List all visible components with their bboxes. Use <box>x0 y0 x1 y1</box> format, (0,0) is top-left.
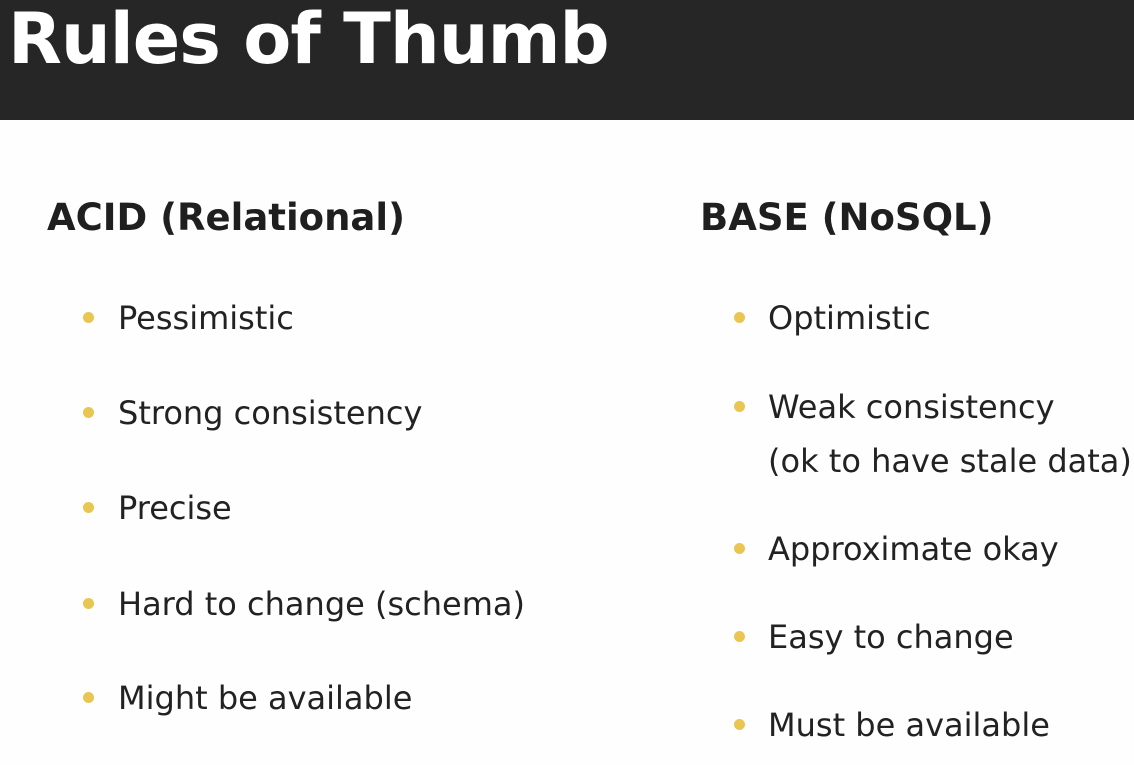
bullet-icon <box>83 692 94 703</box>
acid-heading: ACID (Relational) <box>47 196 405 239</box>
acid-item-might-be-available: Might be available <box>118 679 413 717</box>
base-item-easy-to-change: Easy to change <box>768 618 1014 656</box>
bullet-icon <box>83 502 94 513</box>
acid-item-pessimistic: Pessimistic <box>118 299 294 337</box>
acid-item-precise: Precise <box>118 489 232 527</box>
base-item-optimistic: Optimistic <box>768 299 931 337</box>
bullet-icon <box>83 407 94 418</box>
bullet-icon <box>734 401 745 412</box>
slide-title: Rules of Thumb <box>8 0 609 80</box>
bullet-icon <box>734 312 745 323</box>
base-item-approximate-okay: Approximate okay <box>768 530 1059 568</box>
acid-item-strong-consistency: Strong consistency <box>118 394 423 432</box>
bullet-icon <box>83 598 94 609</box>
base-item-weak-consistency-note: (ok to have stale data) <box>768 442 1132 480</box>
title-bar <box>0 0 1134 120</box>
bullet-icon <box>734 631 745 642</box>
bullet-icon <box>734 543 745 554</box>
bullet-icon <box>83 312 94 323</box>
bullet-icon <box>734 719 745 730</box>
base-heading: BASE (NoSQL) <box>700 196 994 239</box>
base-item-must-be-available: Must be available <box>768 706 1050 744</box>
acid-item-hard-to-change: Hard to change (schema) <box>118 585 525 623</box>
base-item-weak-consistency: Weak consistency <box>768 388 1055 426</box>
